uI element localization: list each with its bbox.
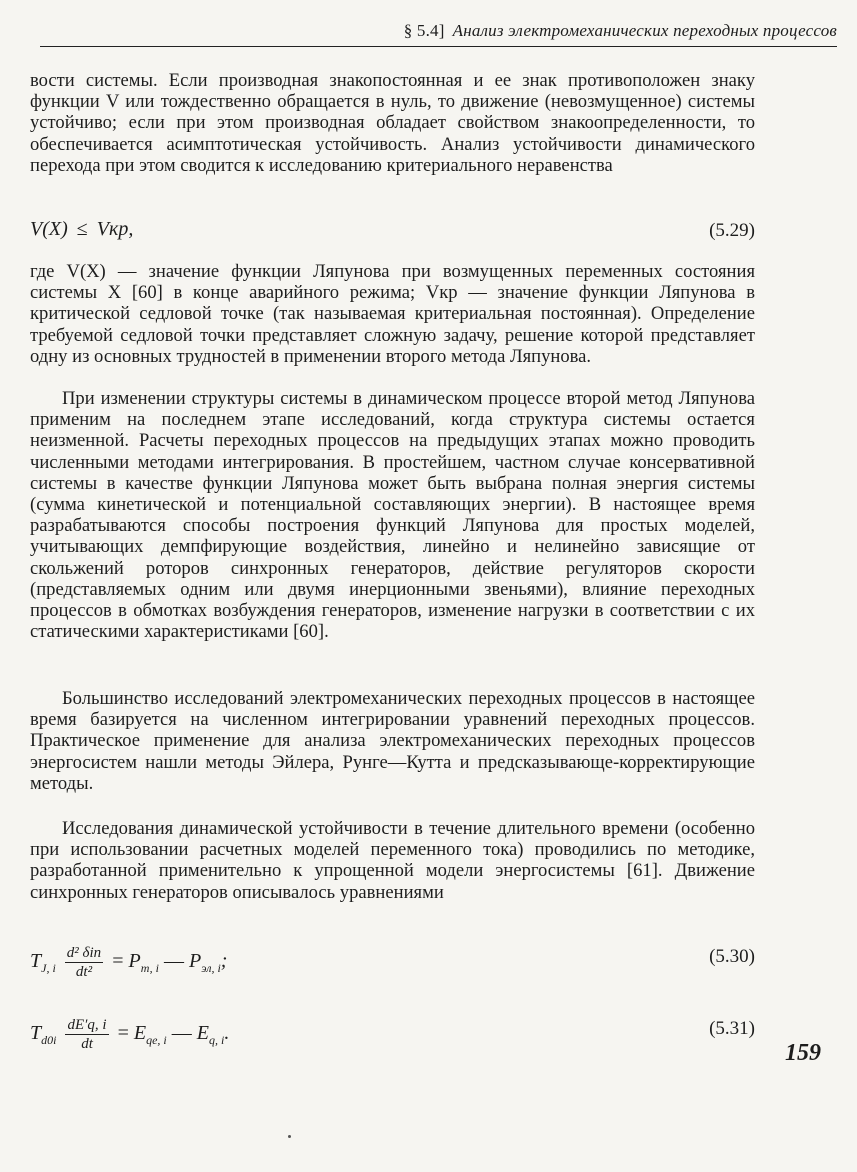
- eq531-coef: T: [30, 1022, 42, 1045]
- paragraph-5-text: Исследования динамической устойчивости в течение длительного времени (особенно при использовании расчетных моделей переменного тока) проводились по методике, разработанной применительно к упрощенной модели энергосистемы [61]. Движение синхронных генераторов описывалось уравнениями: [30, 818, 755, 903]
- paragraph-1-text: вости системы. Если производная знакопостоянная и ее знак противоположен знаку функции V или тождественно обращается в нуль, то движение (невозмущенное) системы устойчиво; если при этом производная обладает свойством знакоопределенности, то обеспечивается асимптотическая устойчивость. Анализ устойчивости динамического перехода при этом сводится к исследованию критериального неравенства: [30, 70, 755, 176]
- print-speck: [288, 1135, 291, 1138]
- page-number: 159: [785, 1040, 821, 1066]
- running-header: [40, 16, 837, 47]
- eq531-numerator: dE′q, i: [67, 1017, 107, 1033]
- paragraph-2-text: где V(X) — значение функции Ляпунова при возмущенных переменных состояния системы X [60] в конце аварийного режима; Vкр — значение функции Ляпунова в критической седловой точке (так называемая критериальная постоянная). Определение требуемой седловой точки представляет сложную задачу, решение которой представляет одну из основных трудностей в применении второго метода Ляпунова.: [30, 261, 755, 367]
- eq529-rhs: Vкр,: [96, 218, 134, 240]
- eq530-rhs2-sub: эл, i: [201, 961, 221, 976]
- paragraph-4-text: Большинство исследований электромеханических переходных процессов в настоящее время базируется на численном интегрировании уравнений переходных процессов. Практическое применение для анализа электромеханических переходных процессов энергосистем нашли методы Эйлера, Рунге—Кутта и предсказывающе-корректирующие методы.: [30, 688, 755, 794]
- eq531-rhs1-sub: qe, i: [146, 1033, 167, 1048]
- eq530-denominator: dt²: [75, 964, 93, 980]
- equation-5-29-formula: [30, 218, 133, 241]
- section-number: § 5.4]: [403, 21, 445, 40]
- equation-5-29-number: (5.29): [709, 220, 755, 241]
- eq531-rhs2-sub: q, i: [208, 1033, 225, 1048]
- equation-5-30-number: (5.30): [709, 946, 755, 967]
- eq531-fraction: [65, 1016, 108, 1053]
- paragraph-4: [30, 688, 755, 794]
- eq529-lhs: V(X): [30, 218, 68, 240]
- equation-5-30: [30, 938, 755, 982]
- paragraph-1: [30, 70, 755, 176]
- eq531-rhs1: E: [133, 1022, 147, 1045]
- paragraph-3-text: При изменении структуры системы в динамическом процессе второй метод Ляпунова применим на последнем этапе исследований, когда структура системы остается неизменной. Расчеты переходных процессов на предыдущих этапах можно проводить численными методами интегрирования. В простейшем, частном случае консервативной системы в качестве функции Ляпунова может быть выбрана полная энергия системы (сумма кинетической и потенциальной составляющих энергии). В настоящее время разрабатываются способы построения функций Ляпунова для простых моделей, учитывающих демпфирующие воздействия, линейно и нелинейно зависящие от скольжений роторов синхронных генераторов, действие регуляторов скорости (представляемых одним или двумя инерционными звеньями), влияние переходных процессов в обмотках возбуждения генераторов, изменение нагрузки в соответствии с их статическими характеристиками [60].: [30, 388, 755, 643]
- equation-5-31-number: (5.31): [709, 1018, 755, 1039]
- paragraph-2: [30, 261, 755, 367]
- eq531-end: .: [224, 1022, 230, 1045]
- equation-5-30-formula: $T_{J, i}$ $\frac{\text{d² δin}}{\text{dt²}}$ = $P_{т, i}$ — $P_{эл, i}$;: [30, 945, 228, 980]
- eq530-coef: T: [30, 950, 42, 973]
- eq530-rhs1: P: [128, 950, 141, 973]
- eq530-numerator: d² δin: [66, 945, 102, 961]
- eq531-denominator: dt: [81, 1036, 93, 1052]
- eq531-coef-sub: d0i: [41, 1033, 57, 1048]
- paragraph-5: [30, 818, 755, 903]
- eq530-end: ;: [220, 950, 228, 973]
- equation-5-29: [30, 212, 755, 256]
- header-title: Анализ электромеханических переходных процессов: [452, 21, 837, 40]
- paragraph-3: [30, 388, 755, 642]
- eq530-fraction: [65, 944, 103, 981]
- equation-5-31: [30, 1010, 755, 1054]
- eq530-coef-sub: J, i: [41, 961, 56, 976]
- equation-5-31-formula: $T_{d0i}$ $\frac{dE'q, i}{dt}$ = $E_{qe, i}$ — $E_{q, i}$.: [30, 1017, 230, 1052]
- eq529-rel: ≤: [76, 218, 88, 240]
- eq530-rhs2: P: [189, 950, 202, 973]
- eq530-rhs1-sub: т, i: [140, 961, 159, 976]
- eq531-rhs2: E: [196, 1022, 209, 1045]
